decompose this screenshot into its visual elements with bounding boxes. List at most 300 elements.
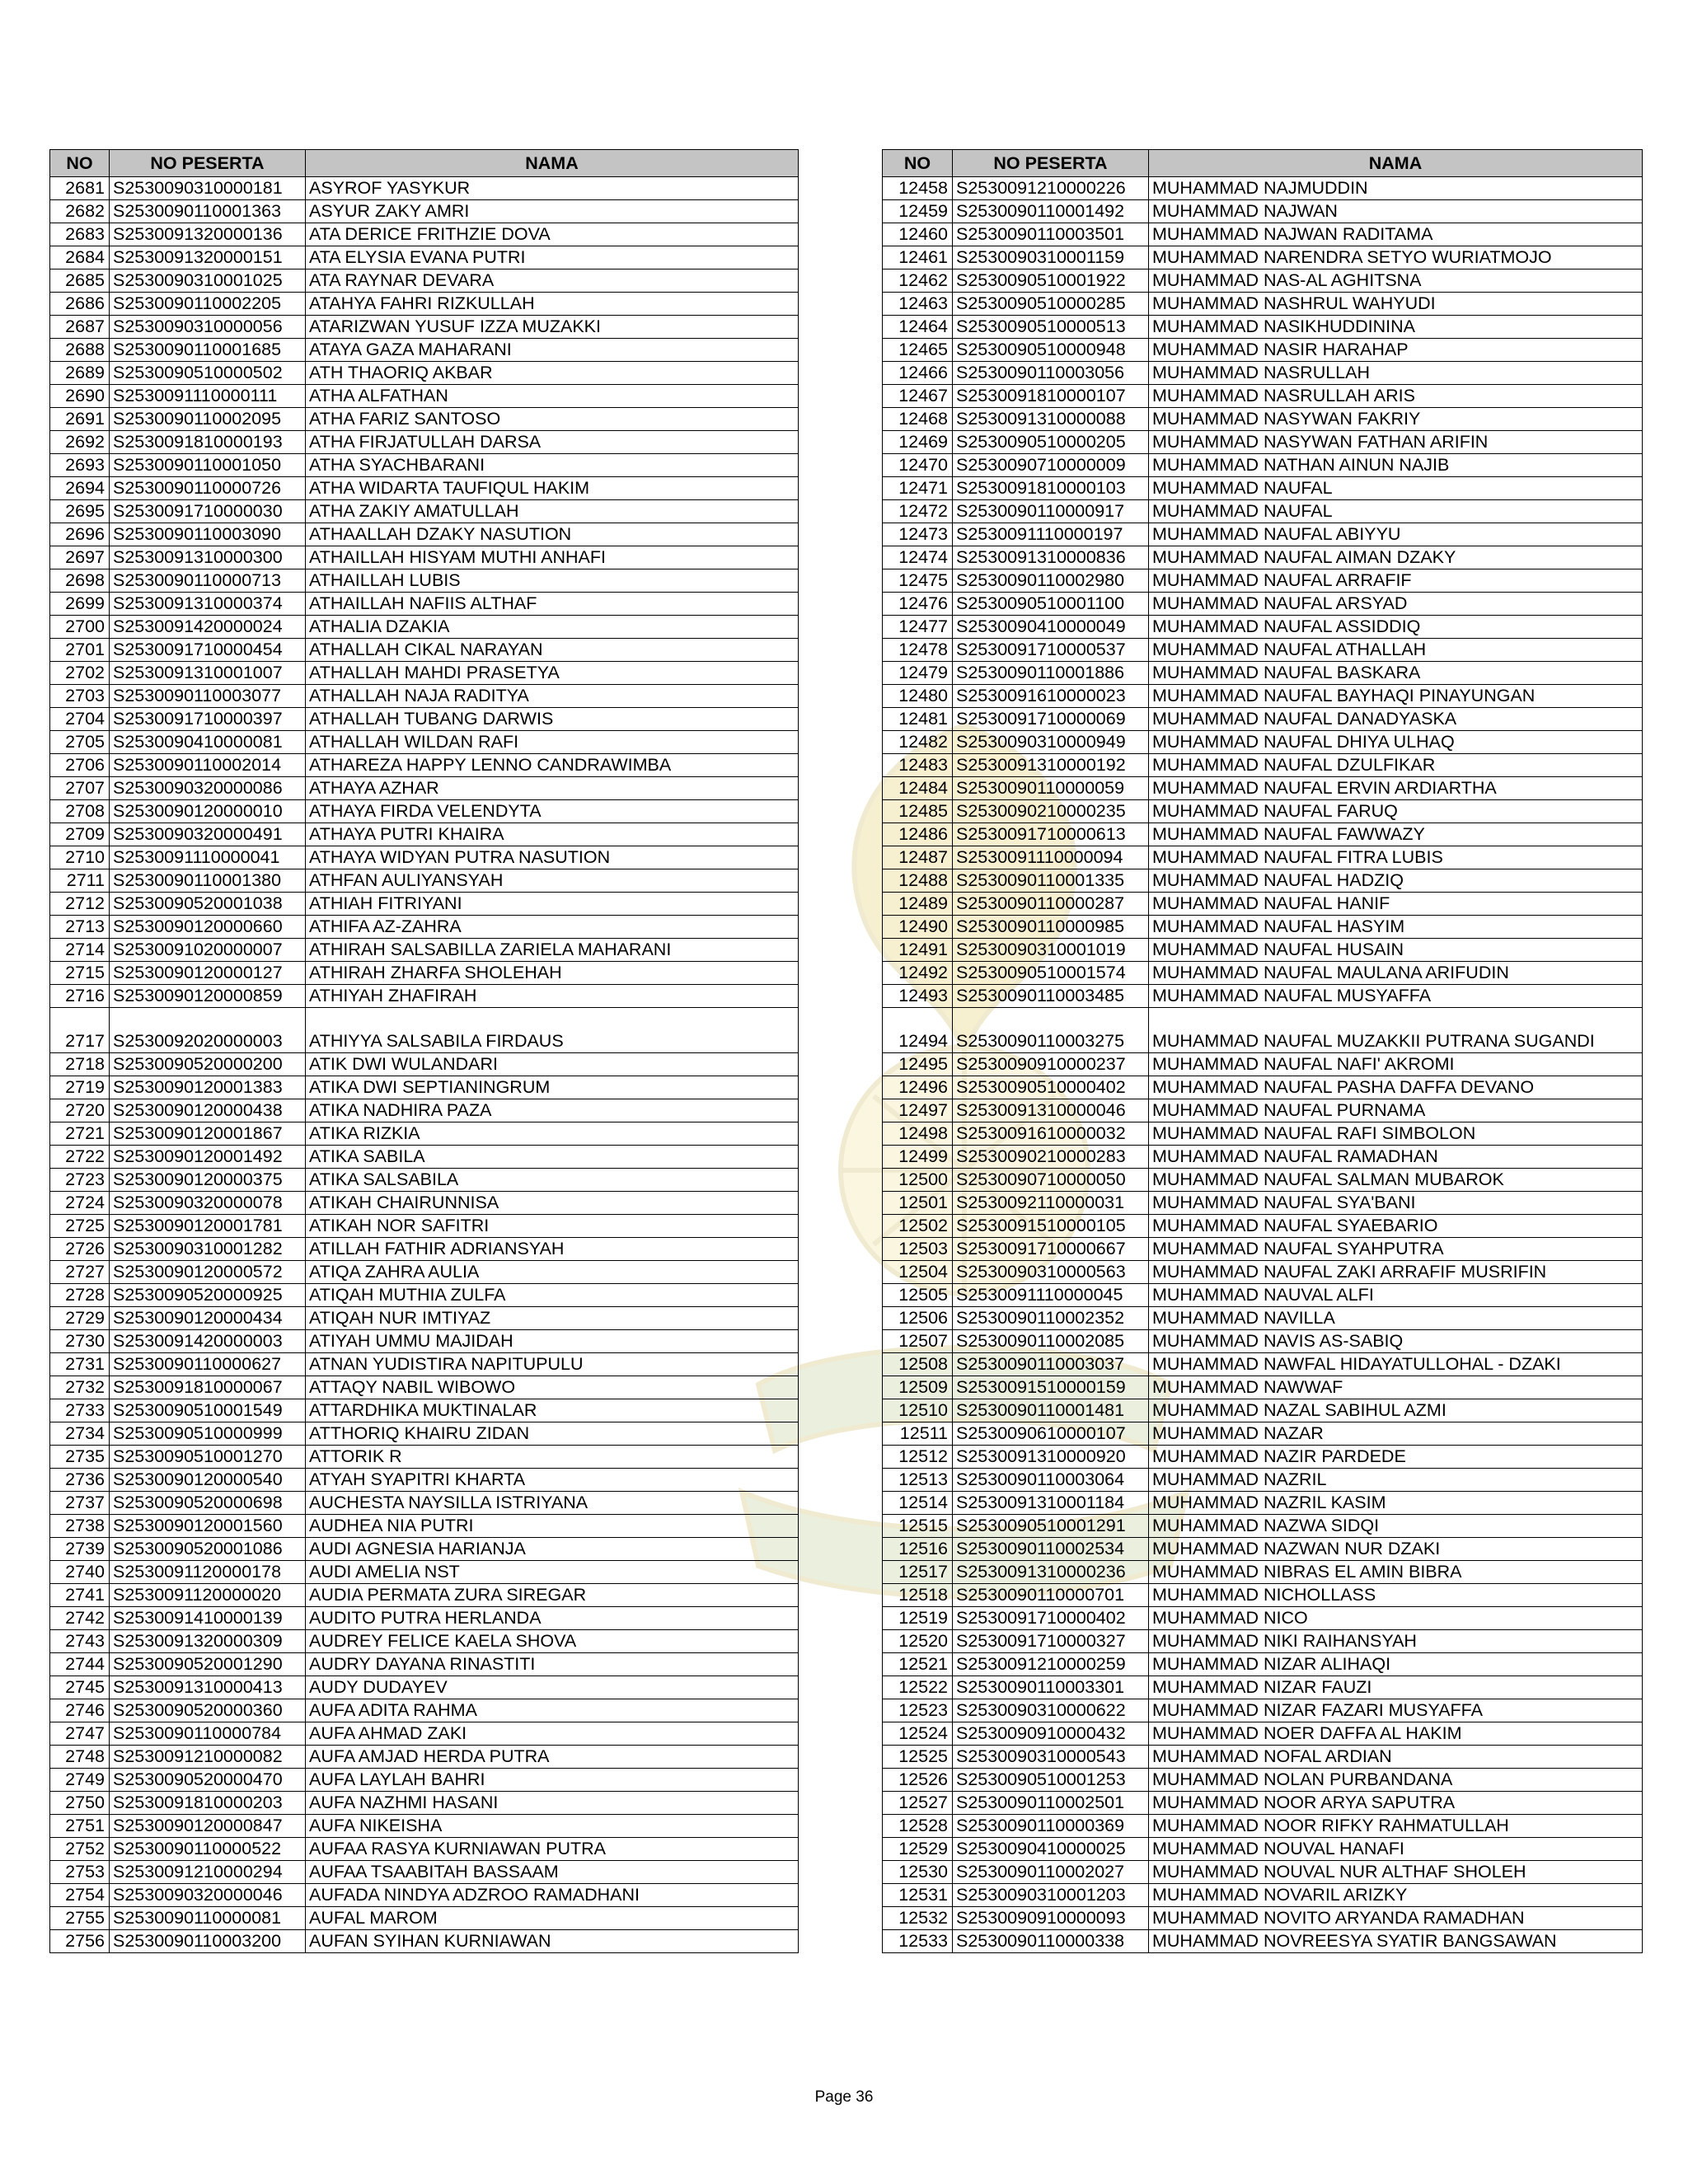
cell-no: 2705: [50, 731, 110, 754]
cell-no-peserta: S2530090110003301: [953, 1676, 1149, 1699]
cell-no-peserta: S2530090120000859: [110, 985, 306, 1008]
cell-no: 2694: [50, 477, 110, 500]
cell-nama: ATH THAORIQ AKBAR: [306, 362, 799, 385]
cell-no-peserta: S2530090120000010: [110, 800, 306, 823]
cell-no: 12464: [883, 316, 953, 339]
cell-no: 12517: [883, 1561, 953, 1584]
cell-nama: ATHALIA DZAKIA: [306, 616, 799, 639]
cell-nama: ATTAQY NABIL WIBOWO: [306, 1376, 799, 1399]
table-row: [50, 1676, 799, 1699]
cell-nama: MUHAMMAD NASRULLAH: [1149, 362, 1643, 385]
cell-no: 12502: [883, 1215, 953, 1238]
cell-no: 12489: [883, 893, 953, 916]
cell-nama: ATA ELYSIA EVANA PUTRI: [306, 246, 799, 269]
cell-no: 2720: [50, 1099, 110, 1122]
cell-no-peserta: S2530090110001685: [110, 339, 306, 362]
table-row: [883, 1076, 1643, 1099]
cell-no: 2718: [50, 1053, 110, 1076]
cell-nama: MUHAMMAD NAUFAL DHIYA ULHAQ: [1149, 731, 1643, 754]
cell-nama: MUHAMMAD NOUVAL NUR ALTHAF SHOLEH: [1149, 1861, 1643, 1884]
cell-no: 12500: [883, 1169, 953, 1192]
cell-no: 2734: [50, 1422, 110, 1446]
cell-no-peserta: S2530091210000294: [110, 1861, 306, 1884]
cell-no: 12459: [883, 200, 953, 223]
cell-no: 2693: [50, 454, 110, 477]
cell-nama: MUHAMMAD NAUFAL FAWWAZY: [1149, 823, 1643, 846]
cell-no: 2699: [50, 593, 110, 616]
cell-no-peserta: S2530091710000402: [953, 1607, 1149, 1630]
cell-no-peserta: S2530091310000374: [110, 593, 306, 616]
cell-no: 12528: [883, 1815, 953, 1838]
table-row: [50, 1122, 799, 1146]
cell-no-peserta: S2530090320000086: [110, 777, 306, 800]
cell-no: 2724: [50, 1192, 110, 1215]
cell-no-peserta: S2530091710000667: [953, 1238, 1149, 1261]
cell-nama: ATIKA NADHIRA PAZA: [306, 1099, 799, 1122]
cell-no-peserta: S2530090110000713: [110, 569, 306, 593]
cell-no: 2722: [50, 1146, 110, 1169]
cell-no: 2683: [50, 223, 110, 246]
cell-no: 12494: [883, 1008, 953, 1053]
table-header-row: [50, 150, 799, 177]
cell-no: 12523: [883, 1699, 953, 1722]
cell-nama: MUHAMMAD NAZRIL: [1149, 1469, 1643, 1492]
cell-no-peserta: S2530090510000999: [110, 1422, 306, 1446]
table-row: [883, 1861, 1643, 1884]
cell-no-peserta: S2530090110003200: [110, 1930, 306, 1953]
cell-no: 2695: [50, 500, 110, 523]
table-row: [883, 1884, 1643, 1907]
cell-no-peserta: S2530091810000103: [953, 477, 1149, 500]
cell-no-peserta: S2530090110003077: [110, 685, 306, 708]
table-row: [883, 431, 1643, 454]
cell-no: 2721: [50, 1122, 110, 1146]
cell-no-peserta: S2530090320000046: [110, 1884, 306, 1907]
cell-nama: MUHAMMAD NAUFAL ABIYYU: [1149, 523, 1643, 546]
cell-no: 12518: [883, 1584, 953, 1607]
cell-nama: ATHA SYACHBARANI: [306, 454, 799, 477]
cell-no-peserta: S2530090120001492: [110, 1146, 306, 1169]
table-row: [883, 731, 1643, 754]
cell-no-peserta: S2530090710000050: [953, 1169, 1149, 1192]
cell-nama: ATIKA SALSABILA: [306, 1169, 799, 1192]
table-row: [883, 177, 1643, 200]
table-row: [50, 1815, 799, 1838]
cell-nama: ATHAALLAH DZAKY NASUTION: [306, 523, 799, 546]
table-row: [883, 893, 1643, 916]
cell-nama: ATHIYYA SALSABILA FIRDAUS: [306, 1008, 799, 1053]
cell-nama: ATHFAN AULIYANSYAH: [306, 869, 799, 893]
cell-no-peserta: S2530091120000178: [110, 1561, 306, 1584]
cell-no: 12466: [883, 362, 953, 385]
table-row: [883, 1008, 1643, 1053]
cell-no-peserta: S2530090120000572: [110, 1261, 306, 1284]
table-row: [50, 269, 799, 293]
cell-nama: AUFAL MAROM: [306, 1907, 799, 1930]
cell-nama: MUHAMMAD NAZAR: [1149, 1422, 1643, 1446]
table-header-row: [883, 150, 1643, 177]
table-body: [50, 177, 799, 1953]
cell-no: 12530: [883, 1861, 953, 1884]
table-row: [50, 1699, 799, 1722]
table-row: [883, 1792, 1643, 1815]
cell-no: 2707: [50, 777, 110, 800]
table-row: [883, 662, 1643, 685]
cell-no-peserta: S2530090110002534: [953, 1538, 1149, 1561]
cell-no-peserta: S2530090110003064: [953, 1469, 1149, 1492]
cell-no-peserta: S2530090110003275: [953, 1008, 1149, 1053]
cell-nama: MUHAMMAD NAUFAL PURNAMA: [1149, 1099, 1643, 1122]
cell-no-peserta: S2530091310000088: [953, 408, 1149, 431]
cell-no-peserta: S2530090110003056: [953, 362, 1149, 385]
cell-no-peserta: S2530090110001481: [953, 1399, 1149, 1422]
cell-no: 2704: [50, 708, 110, 731]
cell-nama: ATHALLAH MAHDI PRASETYA: [306, 662, 799, 685]
cell-no-peserta: S2530090320000078: [110, 1192, 306, 1215]
cell-nama: MUHAMMAD NAZWA SIDQI: [1149, 1515, 1643, 1538]
cell-nama: AUFAA RASYA KURNIAWAN PUTRA: [306, 1838, 799, 1861]
cell-no-peserta: S2530090120000438: [110, 1099, 306, 1122]
cell-nama: MUHAMMAD NAUFAL ARRAFIF: [1149, 569, 1643, 593]
table-row: [883, 1907, 1643, 1930]
cell-nama: MUHAMMAD NASYWAN FATHAN ARIFIN: [1149, 431, 1643, 454]
cell-nama: MUHAMMAD NASRULLAH ARIS: [1149, 385, 1643, 408]
cell-nama: AUFA LAYLAH BAHRI: [306, 1769, 799, 1792]
table-row: [883, 1446, 1643, 1469]
cell-nama: MUHAMMAD NAUFAL MAULANA ARIFUDIN: [1149, 962, 1643, 985]
table-row: [50, 1053, 799, 1076]
cell-nama: ATHA ALFATHAN: [306, 385, 799, 408]
table-row: [883, 1815, 1643, 1838]
cell-nama: ATHALLAH CIKAL NARAYAN: [306, 639, 799, 662]
cell-no-peserta: S2530090110000522: [110, 1838, 306, 1861]
cell-no: 12484: [883, 777, 953, 800]
table-row: [50, 246, 799, 269]
cell-nama: ATHA FARIZ SANTOSO: [306, 408, 799, 431]
table-row: [883, 339, 1643, 362]
table-row: [50, 1607, 799, 1630]
cell-no-peserta: S2530091320000136: [110, 223, 306, 246]
cell-no: 12504: [883, 1261, 953, 1284]
table-row: [883, 223, 1643, 246]
cell-no-peserta: S2530090510001253: [953, 1769, 1149, 1792]
cell-no-peserta: S2530091510000105: [953, 1215, 1149, 1238]
cell-no: 2691: [50, 408, 110, 431]
table-row: [50, 985, 799, 1008]
table-row: [50, 1446, 799, 1469]
cell-no: 2733: [50, 1399, 110, 1422]
table-row: [883, 246, 1643, 269]
cell-no-peserta: S2530090110002027: [953, 1861, 1149, 1884]
cell-no-peserta: S2530090110000059: [953, 777, 1149, 800]
cell-no-peserta: S2530091110000111: [110, 385, 306, 408]
cell-no-peserta: S2530090510000948: [953, 339, 1149, 362]
cell-no: 2731: [50, 1353, 110, 1376]
cell-nama: MUHAMMAD NAJMUDDIN: [1149, 177, 1643, 200]
cell-nama: ATNAN YUDISTIRA NAPITUPULU: [306, 1353, 799, 1376]
cell-no: 2686: [50, 293, 110, 316]
cell-no-peserta: S2530090110001050: [110, 454, 306, 477]
cell-no-peserta: S2530091320000151: [110, 246, 306, 269]
cell-nama: MUHAMMAD NOOR ARYA SAPUTRA: [1149, 1792, 1643, 1815]
cell-no: 2741: [50, 1584, 110, 1607]
cell-no-peserta: S2530091320000309: [110, 1630, 306, 1653]
cell-no-peserta: S2530090510001574: [953, 962, 1149, 985]
cell-no: 2745: [50, 1676, 110, 1699]
cell-nama: ATHIAH FITRIYANI: [306, 893, 799, 916]
table-row: [883, 1561, 1643, 1584]
cell-no: 12499: [883, 1146, 953, 1169]
table-row: [50, 1192, 799, 1215]
cell-no-peserta: S2530090310000563: [953, 1261, 1149, 1284]
cell-no-peserta: S2530090310001203: [953, 1884, 1149, 1907]
cell-nama: MUHAMMAD NAUFAL RAMADHAN: [1149, 1146, 1643, 1169]
table-row: [50, 1099, 799, 1122]
cell-no: 2740: [50, 1561, 110, 1584]
cell-no: 12478: [883, 639, 953, 662]
cell-nama: ATIQAH MUTHIA ZULFA: [306, 1284, 799, 1307]
cell-no: 2752: [50, 1838, 110, 1861]
table-row: [50, 1653, 799, 1676]
cell-no: 12480: [883, 685, 953, 708]
cell-no: 2688: [50, 339, 110, 362]
cell-no: 2717: [50, 1008, 110, 1053]
cell-no: 12531: [883, 1884, 953, 1907]
cell-nama: MUHAMMAD NAUFAL NAFI' AKROMI: [1149, 1053, 1643, 1076]
cell-nama: MUHAMMAD NATHAN AINUN NAJIB: [1149, 454, 1643, 477]
cell-nama: ATAYA GAZA MAHARANI: [306, 339, 799, 362]
cell-no-peserta: S2530090120001781: [110, 1215, 306, 1238]
table-row: [883, 1261, 1643, 1284]
cell-no-peserta: S2530091310001184: [953, 1492, 1149, 1515]
cell-nama: AUFA AMJAD HERDA PUTRA: [306, 1746, 799, 1769]
table-row: [50, 1907, 799, 1930]
cell-no: 2690: [50, 385, 110, 408]
cell-nama: MUHAMMAD NAVIS AS-SABIQ: [1149, 1330, 1643, 1353]
cell-nama: ATHALLAH TUBANG DARWIS: [306, 708, 799, 731]
cell-no-peserta: S2530091710000327: [953, 1630, 1149, 1653]
cell-no: 12511: [883, 1422, 953, 1446]
cell-no: 2751: [50, 1815, 110, 1838]
cell-nama: AUDY DUDAYEV: [306, 1676, 799, 1699]
cell-no: 12516: [883, 1538, 953, 1561]
table-row: [883, 316, 1643, 339]
cell-no: 2737: [50, 1492, 110, 1515]
header-no: NO: [50, 150, 110, 177]
cell-no: 12470: [883, 454, 953, 477]
cell-nama: MUHAMMAD NAUFAL ASSIDDIQ: [1149, 616, 1643, 639]
cell-nama: ASYROF YASYKUR: [306, 177, 799, 200]
cell-no-peserta: S2530090310000056: [110, 316, 306, 339]
cell-nama: MUHAMMAD NAUFAL AIMAN DZAKY: [1149, 546, 1643, 569]
cell-nama: MUHAMMAD NAUVAL ALFI: [1149, 1284, 1643, 1307]
cell-no-peserta: S2530090610000107: [953, 1422, 1149, 1446]
table-row: [883, 1746, 1643, 1769]
table-row: [50, 316, 799, 339]
cell-nama: ATHAILLAH HISYAM MUTHI ANHAFI: [306, 546, 799, 569]
cell-nama: MUHAMMAD NAUFAL RAFI SIMBOLON: [1149, 1122, 1643, 1146]
cell-no: 2742: [50, 1607, 110, 1630]
cell-no: 12471: [883, 477, 953, 500]
table-row: [883, 1930, 1643, 1953]
table-row: [50, 1884, 799, 1907]
cell-no: 12461: [883, 246, 953, 269]
cell-no-peserta: S2530090120000847: [110, 1815, 306, 1838]
table-row: [50, 477, 799, 500]
cell-nama: ATTARDHIKA MUKTINALAR: [306, 1399, 799, 1422]
table-row: [50, 1376, 799, 1399]
cell-no: 2748: [50, 1746, 110, 1769]
cell-nama: ATIKA RIZKIA: [306, 1122, 799, 1146]
table-row: [50, 639, 799, 662]
cell-no-peserta: S2530090210000283: [953, 1146, 1149, 1169]
cell-nama: MUHAMMAD NOVREESYA SYATIR BANGSAWAN: [1149, 1930, 1643, 1953]
cell-nama: AUDI AMELIA NST: [306, 1561, 799, 1584]
cell-no-peserta: S2530090110000369: [953, 1815, 1149, 1838]
cell-nama: MUHAMMAD NARENDRA SETYO WURIATMOJO: [1149, 246, 1643, 269]
table-row: [883, 269, 1643, 293]
table-row: [883, 869, 1643, 893]
cell-no: 2732: [50, 1376, 110, 1399]
cell-no-peserta: S2530090910000093: [953, 1907, 1149, 1930]
cell-no-peserta: S2530091810000193: [110, 431, 306, 454]
cell-nama: MUHAMMAD NIZAR ALIHAQI: [1149, 1653, 1643, 1676]
cell-no-peserta: S2530090510001922: [953, 269, 1149, 293]
table-row: [883, 1192, 1643, 1215]
cell-nama: ATHIYAH ZHAFIRAH: [306, 985, 799, 1008]
cell-nama: ATIK DWI WULANDARI: [306, 1053, 799, 1076]
table-row: [883, 1122, 1643, 1146]
cell-no-peserta: S2530090310000949: [953, 731, 1149, 754]
cell-nama: AUDIA PERMATA ZURA SIREGAR: [306, 1584, 799, 1607]
cell-no-peserta: S2530090110000701: [953, 1584, 1149, 1607]
cell-no: 2747: [50, 1722, 110, 1746]
cell-nama: ATHAYA FIRDA VELENDYTA: [306, 800, 799, 823]
cell-no: 12529: [883, 1838, 953, 1861]
cell-no: 12527: [883, 1792, 953, 1815]
table-row: [50, 177, 799, 200]
table-row: [883, 1653, 1643, 1676]
table-row: [50, 523, 799, 546]
table-row: [50, 1169, 799, 1192]
cell-no-peserta: S2530091410000139: [110, 1607, 306, 1630]
cell-no-peserta: S2530090510000205: [953, 431, 1149, 454]
cell-no-peserta: S2530090510001100: [953, 593, 1149, 616]
cell-nama: MUHAMMAD NAWFAL HIDAYATULLOHAL - DZAKI: [1149, 1353, 1643, 1376]
cell-no: 2698: [50, 569, 110, 593]
table-row: [50, 385, 799, 408]
cell-no-peserta: S2530091110000094: [953, 846, 1149, 869]
cell-no-peserta: S2530090520000200: [110, 1053, 306, 1076]
cell-nama: MUHAMMAD NOLAN PURBANDANA: [1149, 1769, 1643, 1792]
table-row: [50, 1238, 799, 1261]
cell-no: 2684: [50, 246, 110, 269]
cell-no: 2727: [50, 1261, 110, 1284]
cell-nama: AUDRY DAYANA RINASTITI: [306, 1653, 799, 1676]
table-row: [50, 800, 799, 823]
cell-no: 12524: [883, 1722, 953, 1746]
cell-nama: AUDITO PUTRA HERLANDA: [306, 1607, 799, 1630]
table-row: [50, 454, 799, 477]
cell-nama: MUHAMMAD NAUFAL ERVIN ARDIARTHA: [1149, 777, 1643, 800]
table-row: [883, 754, 1643, 777]
table-row: [883, 639, 1643, 662]
cell-no-peserta: S2530090110002501: [953, 1792, 1149, 1815]
cell-no-peserta: S2530091810000067: [110, 1376, 306, 1399]
cell-nama: AUFAA TSAABITAH BASSAAM: [306, 1861, 799, 1884]
cell-no: 12469: [883, 431, 953, 454]
cell-nama: MUHAMMAD NASHRUL WAHYUDI: [1149, 293, 1643, 316]
cell-nama: ATYAH SYAPITRI KHARTA: [306, 1469, 799, 1492]
cell-no-peserta: S2530090110000627: [110, 1353, 306, 1376]
cell-no-peserta: S2530091310000300: [110, 546, 306, 569]
cell-no-peserta: S2530091710000613: [953, 823, 1149, 846]
table-row: [883, 1422, 1643, 1446]
cell-no: 2697: [50, 546, 110, 569]
cell-nama: ASYUR ZAKY AMRI: [306, 200, 799, 223]
table-row: [50, 962, 799, 985]
header-no: NO: [883, 150, 953, 177]
cell-no: 2725: [50, 1215, 110, 1238]
cell-nama: MUHAMMAD NAUFAL DZULFIKAR: [1149, 754, 1643, 777]
table-row: [50, 939, 799, 962]
cell-no-peserta: S2530090510000502: [110, 362, 306, 385]
cell-nama: ATA DERICE FRITHZIE DOVA: [306, 223, 799, 246]
cell-nama: ATIKA SABILA: [306, 1146, 799, 1169]
cell-no-peserta: S2530091420000024: [110, 616, 306, 639]
cell-no-peserta: S2530090320000491: [110, 823, 306, 846]
cell-no-peserta: S2530090510000513: [953, 316, 1149, 339]
table-row: [883, 985, 1643, 1008]
cell-no-peserta: S2530091610000032: [953, 1122, 1149, 1146]
cell-no-peserta: S2530090110002205: [110, 293, 306, 316]
table-row: [50, 1307, 799, 1330]
cell-no: 2685: [50, 269, 110, 293]
table-row: [50, 777, 799, 800]
table-row: [50, 1930, 799, 1953]
cell-no: 12514: [883, 1492, 953, 1515]
cell-nama: MUHAMMAD NOOR RIFKY RAHMATULLAH: [1149, 1815, 1643, 1838]
cell-no: 12479: [883, 662, 953, 685]
cell-no: 12508: [883, 1353, 953, 1376]
table-row: [883, 362, 1643, 385]
cell-nama: ATA RAYNAR DEVARA: [306, 269, 799, 293]
table-row: [50, 1630, 799, 1653]
cell-no: 12513: [883, 1469, 953, 1492]
cell-no: 12497: [883, 1099, 953, 1122]
table-row: [50, 1284, 799, 1307]
table-row: [50, 569, 799, 593]
cell-no-peserta: S2530090310000543: [953, 1746, 1149, 1769]
cell-no: 2716: [50, 985, 110, 1008]
cell-no-peserta: S2530090110000917: [953, 500, 1149, 523]
cell-no: 12498: [883, 1122, 953, 1146]
cell-nama: ATHAYA WIDYAN PUTRA NASUTION: [306, 846, 799, 869]
table-row: [883, 477, 1643, 500]
cell-no: 12473: [883, 523, 953, 546]
cell-nama: AUCHESTA NAYSILLA ISTRIYANA: [306, 1492, 799, 1515]
table-row: [883, 1515, 1643, 1538]
cell-no: 2708: [50, 800, 110, 823]
cell-no: 12463: [883, 293, 953, 316]
table-row: [50, 846, 799, 869]
table-row: [883, 916, 1643, 939]
cell-no-peserta: S2530090110003501: [953, 223, 1149, 246]
table-row: [50, 546, 799, 569]
cell-no: 2710: [50, 846, 110, 869]
table-row: [50, 1584, 799, 1607]
cell-no-peserta: S2530090410000081: [110, 731, 306, 754]
